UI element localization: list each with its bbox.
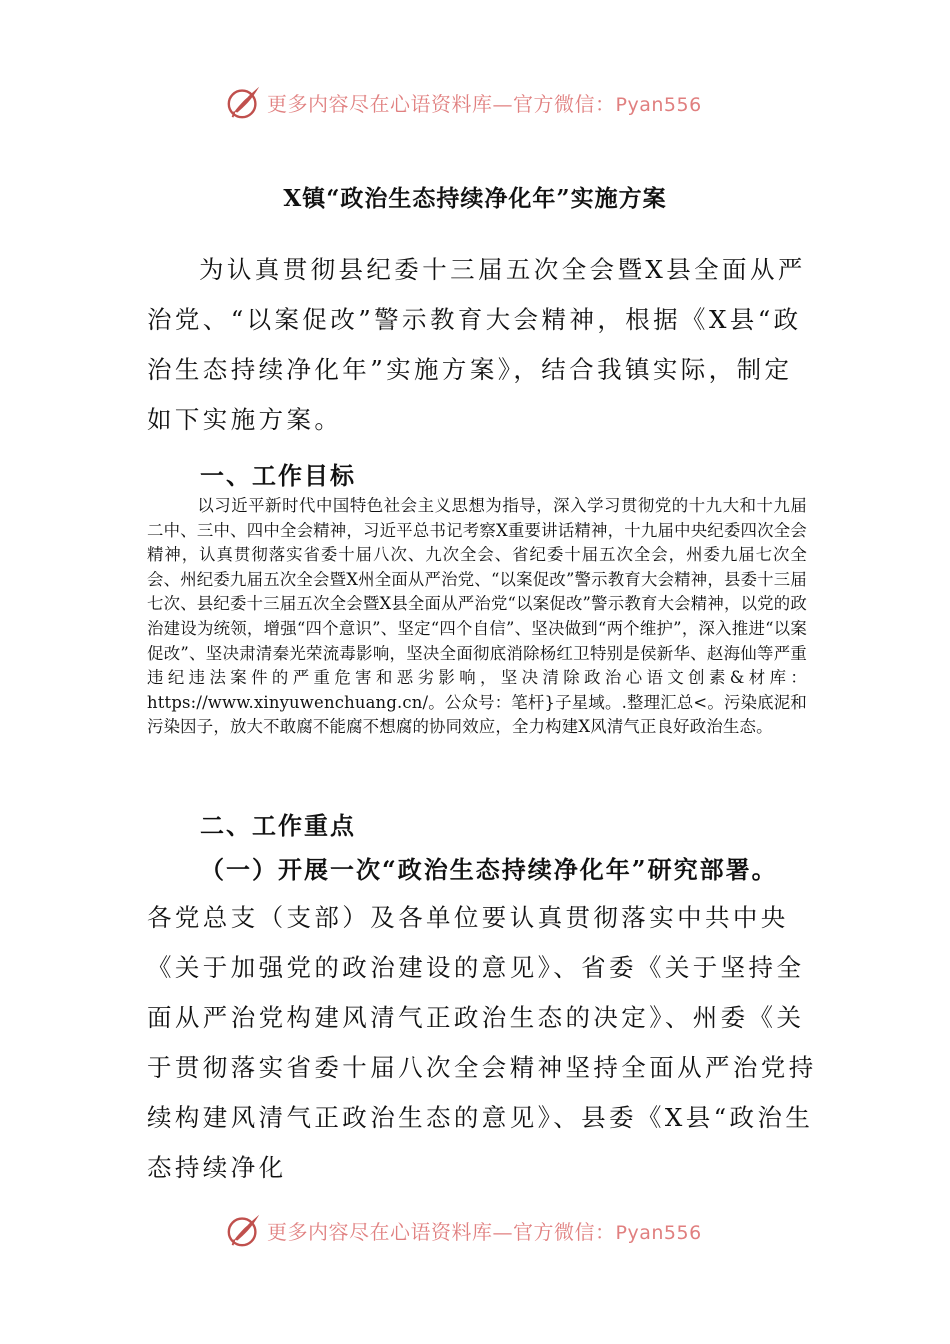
focus-paragraph: 各党总支（支部）及各单位要认真贯彻落实中共中央《关于加强党的政治建设的意见》、省委《关于坚持全面从严治党构建风清气正政治生态的决定》、州委《关于贯彻落实省委十届八次全会精神坚持全面从严治党持续构建风清气正政治生态的意见》、县委《X县“政治生态持续净化	[147, 903, 817, 1182]
wechat-id: Pyan556	[615, 1221, 702, 1244]
header-watermark-banner	[225, 82, 725, 122]
wechat-id: Pyan556	[615, 93, 702, 116]
subsection-heading: （一）开展一次“政治生态持续净化年”研究部署。	[200, 855, 778, 884]
quill-pen-logo-icon	[225, 83, 263, 121]
banner-text: 更多内容尽在心语资料库—官方微信：Pyan556	[267, 1219, 702, 1244]
banner-text: 更多内容尽在心语资料库—官方微信：Pyan556	[267, 91, 702, 116]
section-heading-focus: 二、工作重点	[200, 811, 356, 840]
quill-pen-logo-icon	[225, 1211, 263, 1249]
footer-watermark-banner	[225, 1210, 725, 1250]
goals-paragraph: 以习近平新时代中国特色社会主义思想为指导，深入学习贯彻党的十九大和十九届二中、三中、四中全会精神，习近平总书记考察X重要讲话精神，十九届中央纪委四次全会精神，认真贯彻落实省委十届八次、九次全会、省纪委十届五次全会，州委九届七次全会、州纪委九届五次全会暨X州全面从严治党、“以案促改”警示教育大会精神，县委十三届七次、县纪委十三届五次全会暨X县全面从严治党“以案促改”警示教育大会精神，以党的政治建设为统领，增强“四个意识”、坚定“四个自信”、坚决做到“两个维护”，深入推进“以案促改”、坚决肃清秦光荣流毒影响，坚决全面彻底消除杨红卫特别是侯新华、赵海仙等严重违纪违法案件的严重危害和恶劣影响，坚决清除政治心语文创素&材库：https://www.xinyuwenchuang.cn/。公众号：笔杆}子星域。.整理汇总<。污染底泥和污染因子，放大不敢腐不能腐不想腐的协同效应，全力构建X风清气正良好政治生态。	[147, 496, 807, 737]
document-title: X镇“政治生态持续净化年”实施方案	[283, 185, 667, 212]
section-heading-goals: 一、工作目标	[200, 461, 356, 490]
intro-paragraph: 为认真贯彻县纪委十三届五次全会暨X县全面从严治党、“以案促改”警示教育大会精神，根据《X县“政治生态持续净化年”实施方案》，结合我镇实际，制定如下实施方案。	[147, 255, 806, 434]
